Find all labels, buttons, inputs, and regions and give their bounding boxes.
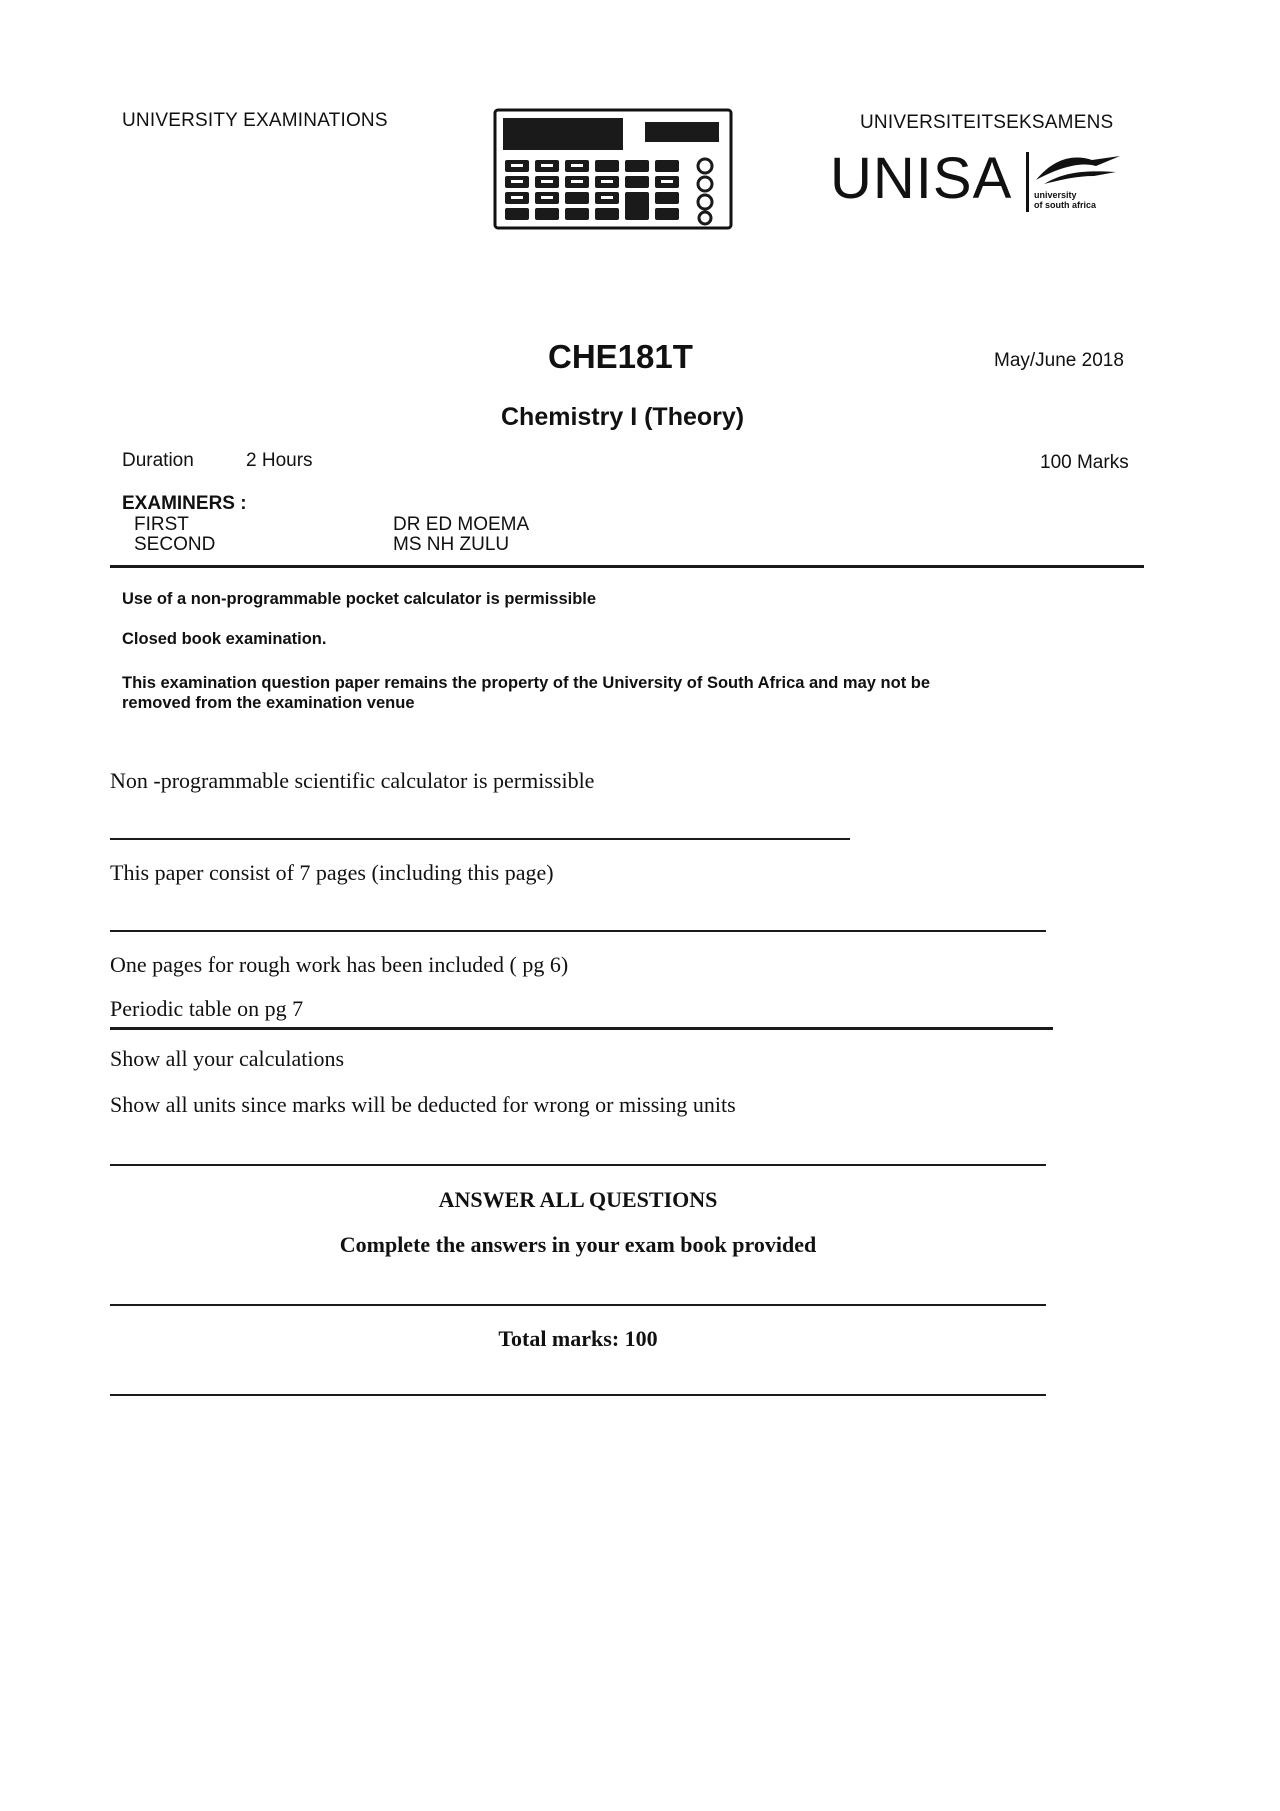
examiners-heading: EXAMINERS : xyxy=(122,493,247,514)
closed-book-note: Closed book examination. xyxy=(122,630,327,648)
instruction-pages: This paper consist of 7 pages (including this page) xyxy=(110,860,554,885)
instruction-divider-1 xyxy=(110,838,850,840)
footer-divider-2 xyxy=(110,1394,1046,1396)
examiner-first-label: FIRST xyxy=(134,514,189,535)
examiner-second-name: MS NH ZULU xyxy=(393,534,510,555)
calculator-icon xyxy=(493,108,733,235)
examiner-second-label: SECOND xyxy=(134,534,216,555)
instruction-calculator: Non -programmable scientific calculator is permissible xyxy=(110,768,595,793)
unisa-logo-divider xyxy=(1026,152,1029,212)
duration-label: Duration xyxy=(122,450,194,471)
instruction-units: Show all units since marks will be deducted for wrong or missing units xyxy=(110,1092,736,1117)
header-divider xyxy=(110,565,1144,568)
instruction-divider-2 xyxy=(110,930,1046,932)
total-marks-header: 100 Marks xyxy=(1040,452,1129,473)
footer-divider-1 xyxy=(110,1304,1046,1306)
instruction-periodic-table: Periodic table on pg 7 xyxy=(110,996,304,1021)
instruction-divider-4 xyxy=(110,1164,1046,1166)
unisa-tagline-line-1: university xyxy=(1034,190,1077,200)
answer-all-questions: ANSWER ALL QUESTIONS xyxy=(438,1187,718,1212)
property-note-line-1: This examination question paper remains the property of the University of South Africa and may not be xyxy=(122,674,931,692)
calculator-note: Use of a non-programmable pocket calculator is permissible xyxy=(122,590,597,608)
property-note-line-2: removed from the examination venue xyxy=(122,694,415,712)
duration-value: 2 Hours xyxy=(246,450,313,471)
course-code: CHE181T xyxy=(548,338,693,375)
instruction-rough-work: One pages for rough work has been included ( pg 6) xyxy=(110,952,569,977)
unisa-logo-bird-icon xyxy=(1034,150,1124,195)
exam-session: May/June 2018 xyxy=(994,350,1124,371)
instruction-divider-3 xyxy=(110,1027,1053,1030)
course-title: Chemistry I (Theory) xyxy=(501,403,745,431)
instruction-calculations: Show all your calculations xyxy=(110,1046,345,1071)
unisa-logo-tagline xyxy=(1034,190,1096,210)
exam-book-instruction: Complete the answers in your exam book provided xyxy=(339,1232,817,1257)
examiner-first-name: DR ED MOEMA xyxy=(393,514,530,535)
total-marks-footer: Total marks: 100 xyxy=(498,1326,658,1351)
unisa-logo-word: UNISA xyxy=(830,146,1013,211)
unisa-tagline-line-2: of south africa xyxy=(1034,200,1097,210)
header-left-title: UNIVERSITY EXAMINATIONS xyxy=(122,110,388,131)
header-right-title: UNIVERSITEITSEKSAMENS xyxy=(860,112,1114,133)
